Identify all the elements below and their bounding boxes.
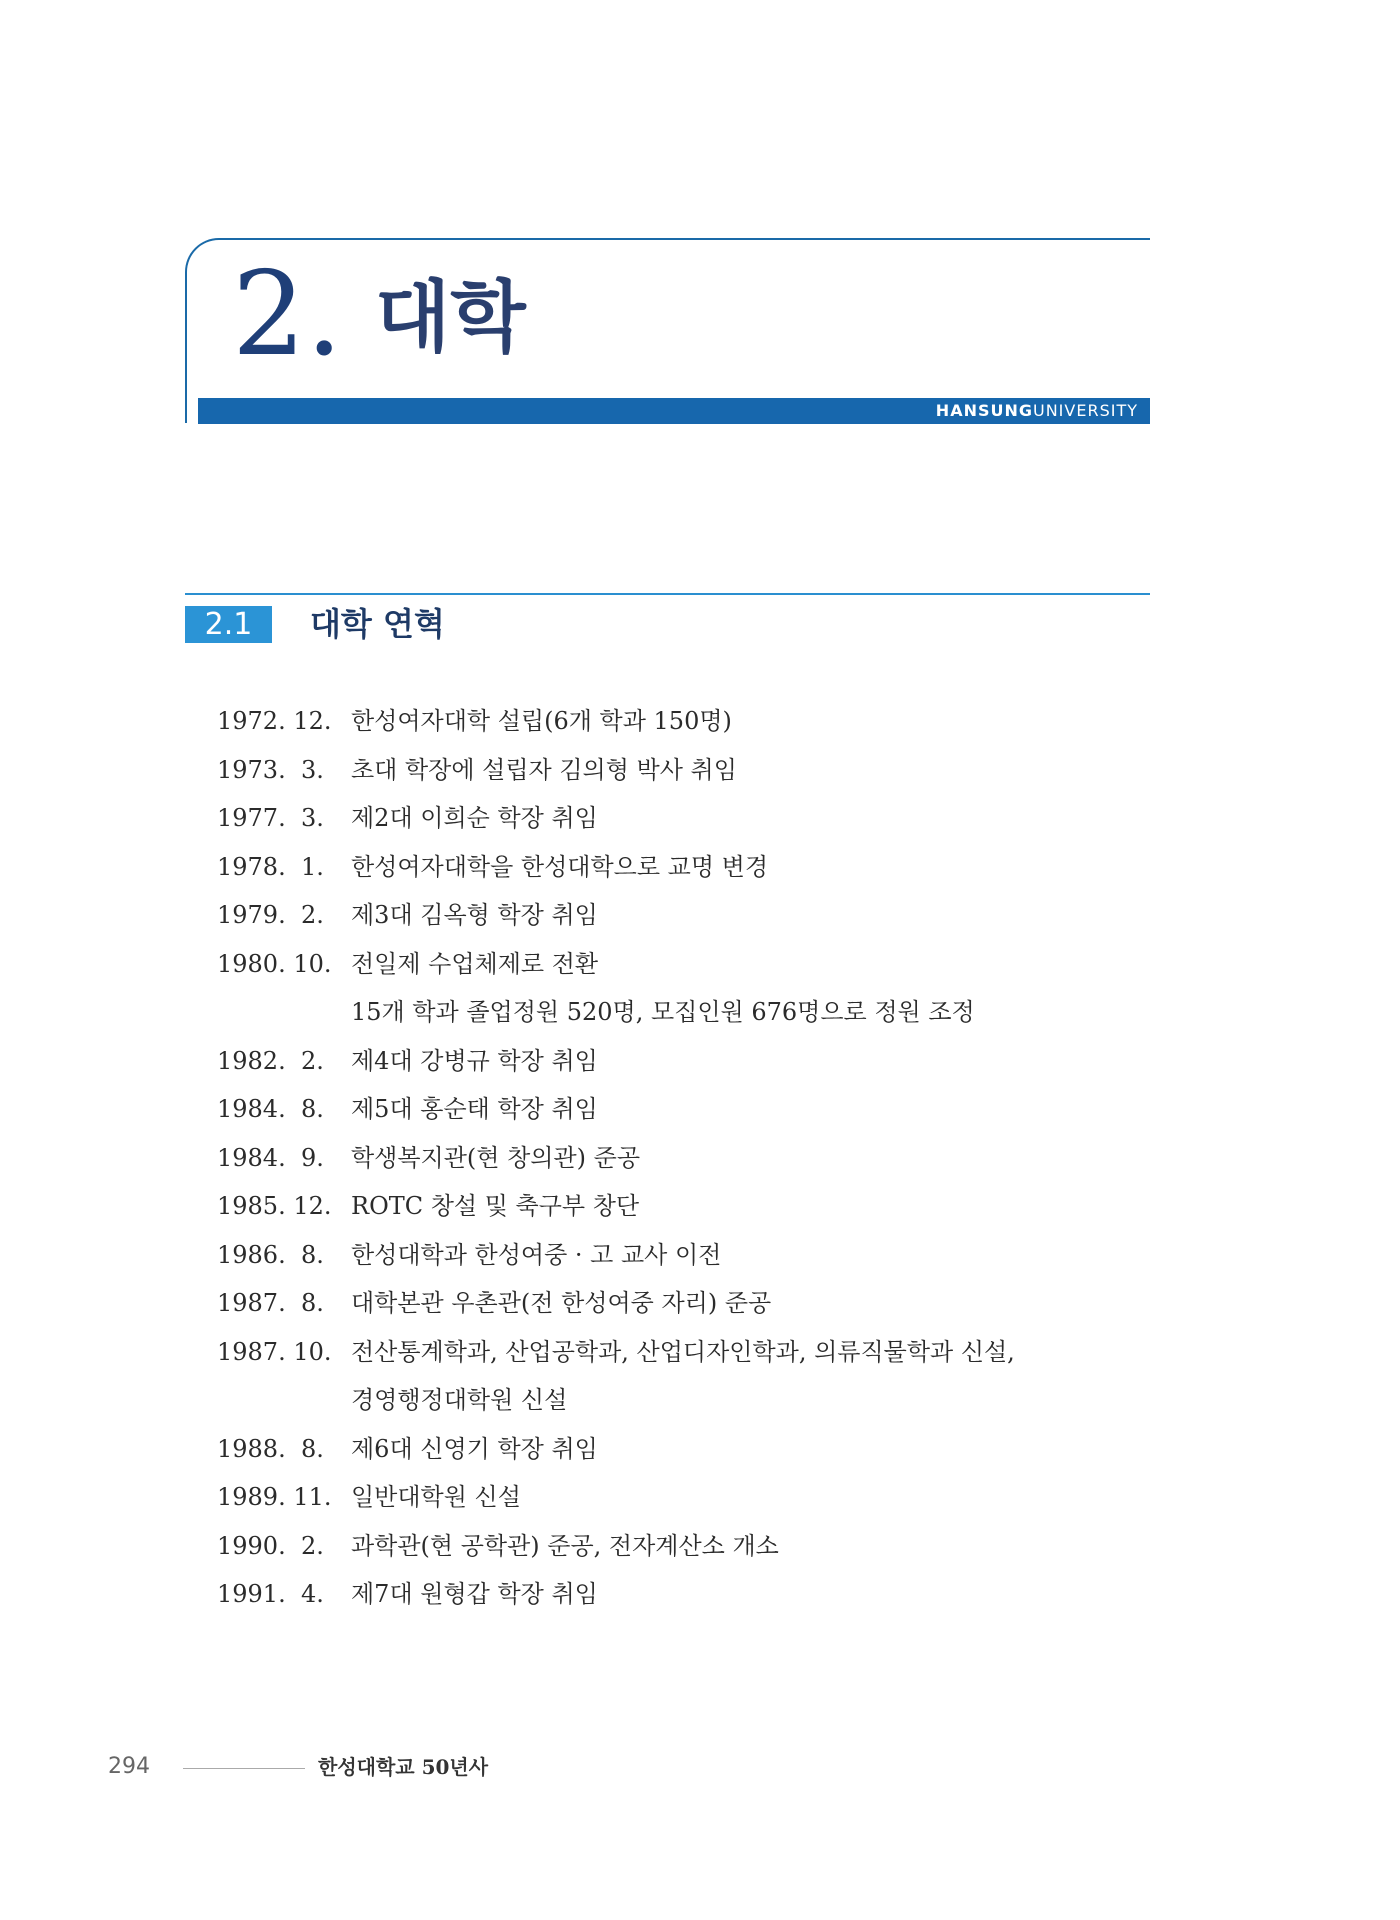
timeline-row <box>217 1279 1217 1328</box>
chapter-title: 대학 <box>375 273 526 363</box>
footer-rule <box>183 1768 305 1769</box>
timeline-date: 1984. 9. <box>217 1143 324 1172</box>
timeline-date: 1973. 3. <box>217 755 324 784</box>
timeline-event: ROTC 창설 및 축구부 창단 <box>351 1192 640 1220</box>
timeline-event: 한성여자대학을 한성대학으로 교명 변경 <box>351 852 769 881</box>
timeline-date: 1980. 10. <box>217 949 332 978</box>
timeline-date: 1979. 2. <box>217 901 324 929</box>
timeline-date: 1989. 11. <box>217 1483 332 1511</box>
timeline-row <box>217 1085 1217 1134</box>
timeline-date: 1987. 8. <box>217 1289 324 1317</box>
timeline-event: 대학본관 우촌관(전 한성여중 자리) 준공 <box>351 1289 772 1317</box>
timeline-row <box>217 1037 1217 1086</box>
timeline-row <box>217 988 1217 1037</box>
timeline-row <box>217 940 1217 989</box>
timeline-event: 제2대 이희순 학장 취임 <box>351 804 598 832</box>
timeline-date: 1986. 8. <box>217 1240 324 1269</box>
section-title: 대학 연혁 <box>310 605 445 643</box>
timeline-row <box>217 746 1217 795</box>
history-timeline <box>217 697 1217 1619</box>
timeline-row <box>217 1134 1217 1183</box>
section-number-badge: 2.1 <box>185 606 272 643</box>
timeline-date: 1987. 10. <box>217 1337 332 1366</box>
timeline-date: 1988. 8. <box>217 1434 324 1463</box>
timeline-row <box>217 843 1217 892</box>
timeline-row <box>217 1522 1217 1571</box>
timeline-event: 한성여자대학 설립(6개 학과 150명) <box>351 707 732 735</box>
timeline-event: 일반대학원 신설 <box>351 1483 521 1511</box>
timeline-event: 초대 학장에 설립자 김의형 박사 취임 <box>351 755 737 784</box>
timeline-row <box>217 697 1217 746</box>
timeline-row <box>217 1231 1217 1280</box>
timeline-row <box>217 1328 1217 1377</box>
brand-logo-text <box>936 398 1138 424</box>
timeline-row <box>217 1182 1217 1231</box>
timeline-row <box>217 1473 1217 1522</box>
timeline-date <box>217 988 351 1037</box>
timeline-row <box>217 1425 1217 1474</box>
timeline-event: 15개 학과 졸업정원 520명, 모집인원 676명으로 정원 조정 <box>351 998 975 1026</box>
brand-light-text: UNIVERSITY <box>1033 401 1138 420</box>
timeline-row <box>217 794 1217 843</box>
page-number: 294 <box>108 1754 150 1779</box>
timeline-event: 제5대 홍순태 학장 취임 <box>351 1095 598 1123</box>
timeline-date: 1990. 2. <box>217 1531 324 1560</box>
timeline-event: 과학관(현 공학관) 준공, 전자계산소 개소 <box>351 1531 779 1560</box>
timeline-date: 1984. 8. <box>217 1095 324 1123</box>
timeline-event: 전일제 수업체제로 전환 <box>351 949 599 978</box>
timeline-date: 1991. 4. <box>217 1580 324 1608</box>
timeline-date: 1977. 3. <box>217 804 324 832</box>
timeline-event: 경영행정대학원 신설 <box>351 1386 568 1414</box>
timeline-event: 제3대 김옥형 학장 취임 <box>351 901 598 929</box>
timeline-date: 1985. 12. <box>217 1192 332 1220</box>
chapter-number: 2. <box>232 247 343 382</box>
timeline-event: 전산통계학과, 산업공학과, 산업디자인학과, 의류직물학과 신설, <box>351 1337 1015 1366</box>
timeline-date: 1982. 2. <box>217 1046 324 1075</box>
brand-bar <box>198 398 1150 424</box>
timeline-event: 제6대 신영기 학장 취임 <box>351 1434 598 1463</box>
section-divider <box>185 593 1150 595</box>
timeline-event: 학생복지관(현 창의관) 준공 <box>351 1143 641 1172</box>
timeline-date <box>217 1376 351 1425</box>
timeline-event: 제4대 강병규 학장 취임 <box>351 1046 598 1075</box>
timeline-row <box>217 891 1217 940</box>
timeline-event: 제7대 원형갑 학장 취임 <box>351 1580 598 1608</box>
timeline-row <box>217 1570 1217 1619</box>
timeline-date: 1978. 1. <box>217 852 324 881</box>
brand-bold-text: HANSUNG <box>935 401 1033 420</box>
timeline-event: 한성대학과 한성여중 · 고 교사 이전 <box>351 1240 722 1269</box>
timeline-date: 1972. 12. <box>217 707 332 735</box>
book-title: 한성대학교 50년사 <box>318 1755 489 1779</box>
timeline-row <box>217 1376 1217 1425</box>
